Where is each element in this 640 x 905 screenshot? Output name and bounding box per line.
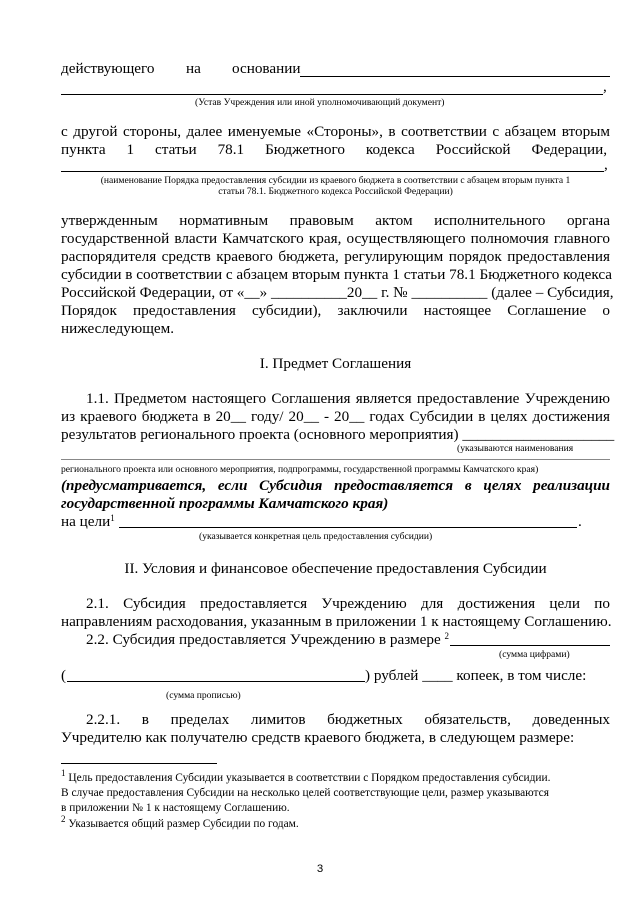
italic-note-line-1	[61, 477, 610, 495]
clause-2-2-1-line-1: 2.2.1. в пределах лимитов бюджетных обязательств, доведенных	[86, 711, 610, 728]
project-blank-line	[61, 459, 610, 460]
italic-note-line-2	[61, 495, 388, 513]
approved-line-2: государственной власти Камчатского края, осуществляющего полномочия главного	[61, 230, 610, 247]
clause-1-1-line-3: результатов регионального проекта (основного мероприятия) ____________________	[61, 426, 615, 443]
open-paren: (	[61, 667, 67, 684]
page-number: 3	[316, 863, 324, 875]
clause-2-2-text: 2.2. Субсидия предоставляется Учреждению в размере	[86, 631, 441, 648]
footnote-separator	[61, 763, 217, 764]
basis-blank-line-2	[61, 94, 603, 95]
footnote-2-text: Указывается общий размер Субсидии по годам.	[65, 818, 299, 830]
footnote-ref-2: 2	[444, 631, 450, 641]
approved-line-4: субсидии в соответствии с абзацем вторым пункта 1 статьи 78.1 Бюджетного кодекса	[61, 266, 613, 283]
italic-note-text-1: (предусматривается, если Субсидия предоставляется в целях реализации	[61, 477, 610, 494]
approved-line-3: распорядителя средств краевого бюджета, регулирующим порядок предоставления	[61, 248, 610, 265]
footnote-2-mark: 2	[61, 814, 66, 824]
rubles-text: ) рублей ____ копеек, в том числе:	[365, 667, 587, 684]
clause-1-1-line-2: из краевого бюджета в 20__ году/ 20__ - 20__ годах Субсидии в целях достижения	[61, 408, 610, 425]
amount-digits-blank	[450, 645, 610, 646]
basis-blank-line	[300, 76, 610, 77]
approved-line-5: Российской Федерации, от «__» __________20__ г. № __________ (далее – Субсидия,	[61, 284, 614, 301]
footnote-2	[61, 814, 299, 832]
footnote-ref-1: 1	[110, 513, 115, 523]
goal-prefix: на цели	[61, 513, 111, 530]
note-goal: (указывается конкретная цель предоставления субсидии)	[199, 531, 433, 542]
approved-line-1: утвержденным нормативным правовым актом исполнительного органа	[61, 212, 610, 229]
poryadok-blank-line	[61, 171, 604, 172]
approved-line-7: нижеследующем.	[61, 320, 175, 337]
clause-2-1-line-2: направлениям расходования, указанным в приложении 1 к настоящему Соглашению.	[61, 613, 612, 630]
note-ustav: (Устав Учреждения или иной уполномочивающий документ)	[195, 97, 445, 108]
footnote-1-line-1	[61, 768, 551, 786]
note-digits: (сумма цифрами)	[499, 649, 570, 660]
comma-mark: ,	[603, 78, 607, 95]
italic-note-text-2: государственной программы Камчатского края)	[61, 495, 389, 512]
basis-word-3: основании	[232, 60, 301, 77]
note-project-b: регионального проекта или основного мероприятия, подпрограммы, государственной программы Камчатского края)	[61, 464, 539, 475]
goal-end: .	[578, 513, 582, 530]
approved-line-6: Порядок предоставления субсидии), заключили настоящее Соглашение о	[61, 302, 610, 319]
clause-1-1-line-1: 1.1. Предметом настоящего Соглашения является предоставление Учреждению	[86, 390, 610, 407]
footnote-1-mark: 1	[61, 768, 66, 778]
note-poryadok-1: (наименование Порядка предоставления субсидии из краевого бюджета в соответствии с абзацем вторым пункта 1	[100, 175, 571, 186]
other-side-line-2: пункта 1 статьи 78.1 Бюджетного кодекса Российской Федерации,	[61, 141, 607, 158]
goal-blank-line	[119, 527, 577, 528]
note-words: (сумма прописью)	[166, 690, 241, 701]
footnote-1-line-2: В случае предоставления Субсидии на несколько целей соответствующие цели, размер указываются	[61, 787, 549, 799]
comma-mark-2: ,	[604, 156, 608, 173]
clause-2-1-line-1: 2.1. Субсидия предоставляется Учреждению для достижения цели по	[86, 595, 610, 612]
section-1-title: I. Предмет Соглашения	[259, 355, 412, 372]
basis-word-1: действующего	[61, 60, 155, 77]
clause-2-2-line	[86, 631, 449, 649]
basis-word-2: на	[186, 60, 201, 77]
section-2-title: II. Условия и финансовое обеспечение предоставления Субсидии	[124, 560, 547, 577]
clause-2-2-1-line-2: Учредителю как получателю средств краевого бюджета, в следующем размере:	[61, 729, 575, 746]
note-project-a: (указываются наименования	[457, 443, 574, 454]
other-side-line-1: с другой стороны, далее именуемые «Стороны», в соответствии с абзацем вторым	[61, 123, 610, 140]
amount-words-blank	[67, 681, 365, 682]
goal-label	[61, 513, 115, 531]
footnote-1-line-3: в приложении № 1 к настоящему Соглашению.	[61, 802, 290, 814]
note-poryadok-2: статьи 78.1. Бюджетного кодекса Российской Федерации)	[218, 186, 453, 197]
footnote-1-text: Цель предоставления Субсидии указывается в соответствии с Порядком предоставления субсидии.	[65, 772, 551, 784]
